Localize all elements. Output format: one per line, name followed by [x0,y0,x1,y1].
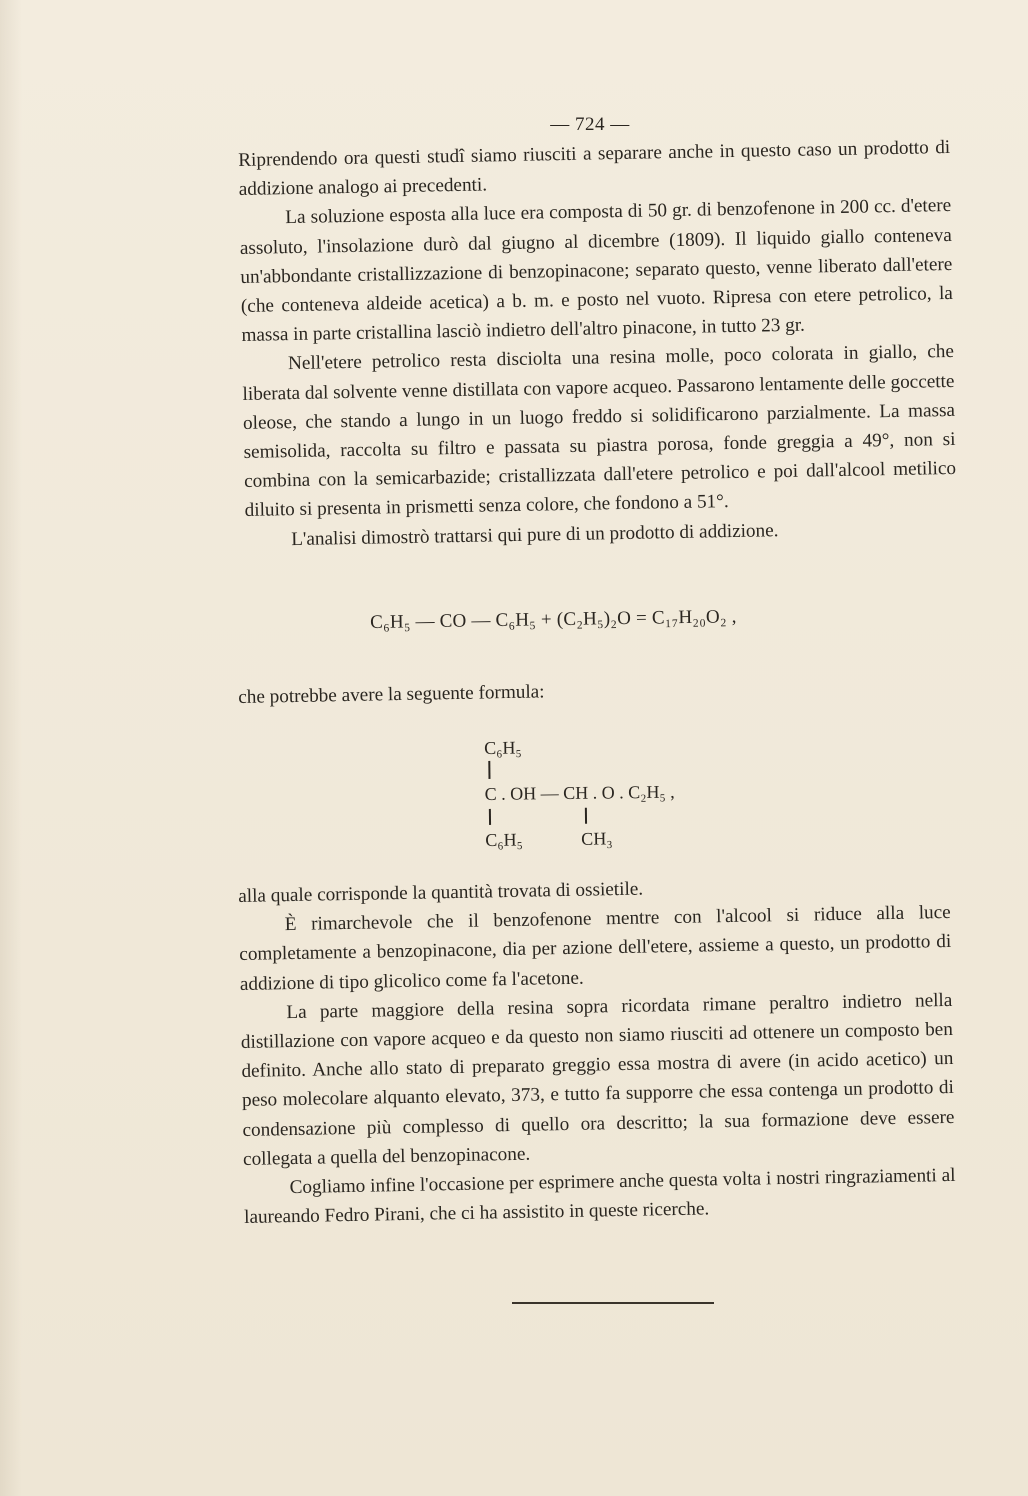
paragraph: Riprendendo ora questi studî siamo riusciti a separare anche in questo caso un prodotto di addizione analogo ai precedenti. [238,136,951,201]
paragraph: alla quale corrisponde la quantità trovata di ossietile. [238,878,644,907]
paragraph: che potrebbe avere la seguente formula: [238,681,545,708]
formula-bottom-right-group: CH₃ [581,828,613,849]
paragraph: Cogliamo infine l'occasione per esprimere anche questa volta i nostri ringraziamenti al laureando Fedro Pirani, che ci ha assistito in queste ricerche. [243,1164,956,1229]
body-text-upper [238,133,957,555]
formula-top-group: C₆H₅ [484,737,522,758]
paragraph: La parte maggiore della resina sopra ricordata rimane peraltro indietro nella distillazione con vapore acqueo e da questo non siamo riusciti ad ottenere un composto ben definito. Anche allo stato di preparato greggio essa mostra di avere (in acido acetico) un peso molecolare alquanto elevato, 373, e tutto fa supporre che essa contenga un prodotto di condensazione più complesso di quello ora descritto; la sua formazione deve essere collegata a quella del benzopinacone. [240,989,955,1170]
structural-formula [484,735,745,856]
section-end-rule [512,1302,714,1304]
chemical-equation: C₆H₅ — CO — C₆H₅ + (C₂H₅)₂O = C₁₇H₂₀O₂ , [370,606,737,633]
body-text-lower [238,869,956,1232]
formula-bond [585,808,587,824]
formula-bottom-left-group: C₆H₅ [485,829,523,850]
paragraph: È rimarchevole che il benzofenone mentre con l'alcool si riduce alla luce completamente a benzopinacone, dia per azione dell'etere, assieme a questo, un prodotto di addizione di tipo glicolico come fa l'acetone. [239,902,952,995]
formula-bond [488,761,490,779]
paragraph: La soluzione esposta alla luce era composta di 50 gr. di benzofenone in 200 cc. d'etere assoluto, l'insolazione durò dal giugno al dicembre (1809). Il liquido giallo conteneva un'abbondante cristallizzazione di benzopinacone; separato questo, venne liberato dall'etere (che conteneva aldeide acetica) a b. m. e posto nel vuoto. Ripresa con etere petrolico, la massa in parte cristallina lasciò indietro dell'altro pinacone, in tutto 23 gr. [239,195,954,347]
formula-intro-text [238,670,950,712]
formula-main-chain: C . OH — CH . O . C₂H₅ , [484,781,675,804]
paragraph: Nell'etere petrolico resta disciolta una resina molle, poco colorata in giallo, che liberata dal solvente venne distillata con vapore acqueo. Passarono lentamente delle goccette oleose, che stando a lungo in un luogo freddo si solidificarono parzialmente. La massa semisolida, raccolta su filtro e passata su piastra porosa, fonde greggia a 49°, non si combina con la semicarbazide; cristallizzata dall'etere petrolico e poi dall'alcool metilico diluito si presenta in prismetti senza colore, che fondono a 51°. [242,341,957,522]
page-number: — 724 — [550,114,630,135]
paragraph: L'analisi dimostrò trattarsi qui pure di un prodotto di addizione. [291,519,779,550]
formula-bond [489,809,491,825]
